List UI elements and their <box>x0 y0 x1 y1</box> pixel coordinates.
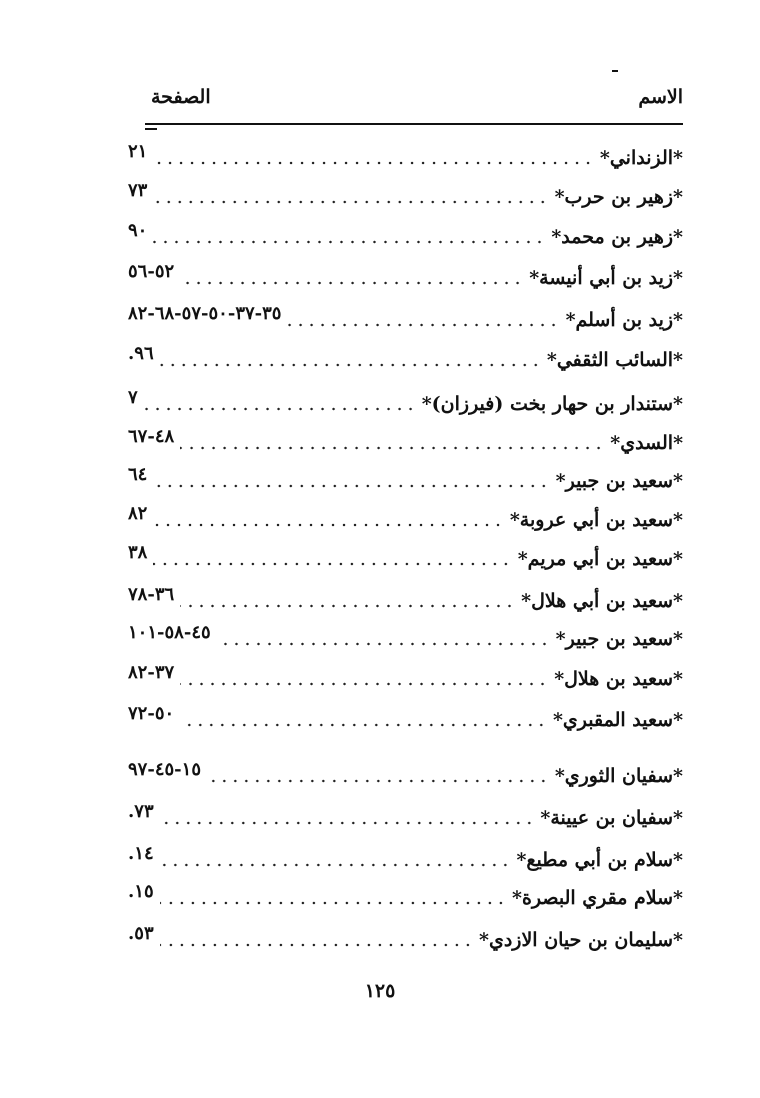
index-entry <box>128 661 683 697</box>
entry-name: *سعيد بن أبي عروبة* <box>509 509 683 531</box>
page-column-heading: الصفحة <box>151 86 211 108</box>
index-entry <box>128 260 683 296</box>
entry-pages: ٨٢ <box>128 502 148 524</box>
index-entry <box>128 800 683 836</box>
dot-leader <box>287 323 559 327</box>
entry-name: *سعيد بن جبير* <box>555 628 683 650</box>
entry-name: *زيد بن أسلم* <box>565 309 683 331</box>
name-column-heading: الاسم <box>638 86 683 108</box>
entry-pages: ٣٨ <box>128 541 148 563</box>
entry-pages: ٦٤ <box>128 463 148 485</box>
entry-name: *سعيد بن أبي مريم* <box>517 548 683 570</box>
dot-leader <box>153 523 504 527</box>
entry-pages: ٣٥-٣٧-٥٠-٥٧-٦٨-٨٢ <box>128 302 282 324</box>
entry-pages: ٧٣. <box>128 800 154 822</box>
entry-name: *سعيد المقبري* <box>552 709 683 731</box>
dot-leader <box>153 562 511 566</box>
entry-name: *سلام بن أبي مطيع* <box>516 849 683 871</box>
dot-leader <box>180 604 515 608</box>
index-entry <box>128 758 683 794</box>
entry-pages: ٩٦. <box>128 342 154 364</box>
entry-name: *سليمان بن حيان الازدي* <box>479 929 683 951</box>
entry-pages: ٥٣. <box>128 922 154 944</box>
entry-name: *سلام مقري البصرة* <box>512 887 683 909</box>
index-entry <box>128 502 683 538</box>
index-entry <box>128 583 683 619</box>
page-number: ١٢٥ <box>364 980 396 1002</box>
dot-leader <box>217 642 550 646</box>
entry-pages: ١٤. <box>128 842 154 864</box>
entry-pages: ١٥. <box>128 880 154 902</box>
dot-leader <box>207 779 549 783</box>
entry-pages: ٢١ <box>128 140 148 162</box>
entry-pages: ٧ <box>128 386 138 408</box>
dot-leader <box>180 446 604 450</box>
entry-name: *سفيان الثوري* <box>554 765 683 787</box>
entry-name: *سعيد بن هلال* <box>554 668 683 690</box>
entry-name: *السدي* <box>610 432 683 454</box>
entry-pages: ٣٦-٧٨ <box>128 583 175 605</box>
index-entry <box>128 541 683 577</box>
dot-leader <box>153 161 594 165</box>
index-entry <box>128 302 683 338</box>
index-entry <box>128 425 683 461</box>
index-entry <box>128 342 683 378</box>
dot-leader <box>180 281 523 285</box>
dot-leader <box>153 240 545 244</box>
entry-name: *زيد بن أبي أنيسة* <box>529 267 683 289</box>
index-entry <box>128 179 683 215</box>
dot-leader <box>160 821 535 825</box>
entry-name: *سفيان بن عيينة* <box>540 807 683 829</box>
index-entry <box>128 386 683 422</box>
dot-leader <box>160 901 506 905</box>
entry-name: *زهير بن محمد* <box>551 226 683 248</box>
entry-name: *سعيد بن جبير* <box>555 470 683 492</box>
index-entry <box>128 880 683 916</box>
entry-name: *زهير بن حرب* <box>554 186 683 208</box>
entry-pages: ٧٣ <box>128 179 148 201</box>
dot-leader <box>180 723 547 727</box>
dot-leader <box>153 484 549 488</box>
dot-leader <box>160 863 511 867</box>
index-entry <box>128 463 683 499</box>
index-entry <box>128 621 683 657</box>
dot-leader <box>160 943 473 947</box>
entry-pages: ٩٠ <box>128 219 148 241</box>
index-entry <box>128 922 683 958</box>
dot-leader <box>153 200 548 204</box>
entry-pages: ٤٨-٦٧ <box>128 425 175 447</box>
dot-leader <box>180 682 548 686</box>
dot-leader <box>144 407 416 411</box>
index-entry <box>128 842 683 878</box>
entry-pages: ٥٠-٧٢ <box>128 702 175 724</box>
entry-pages: ٥٢-٥٦ <box>128 260 175 282</box>
entry-name: *الزنداني* <box>599 147 683 169</box>
index-entries <box>128 0 683 980</box>
entry-pages: ٣٧-٨٢ <box>128 661 175 683</box>
entry-pages: ٤٥-٥٨-١٠١ <box>128 621 211 643</box>
entry-pages: ١٥-٤٥-٩٧ <box>128 758 201 780</box>
entry-name: *سعيد بن أبي هلال* <box>521 590 683 612</box>
entry-name: *ستندار بن حهار بخت (فيرزان)* <box>421 393 683 415</box>
index-entry <box>128 702 683 738</box>
index-entry <box>128 219 683 255</box>
dot-leader <box>160 363 541 367</box>
index-entry <box>128 140 683 176</box>
entry-name: *السائب الثقفي* <box>546 349 683 371</box>
